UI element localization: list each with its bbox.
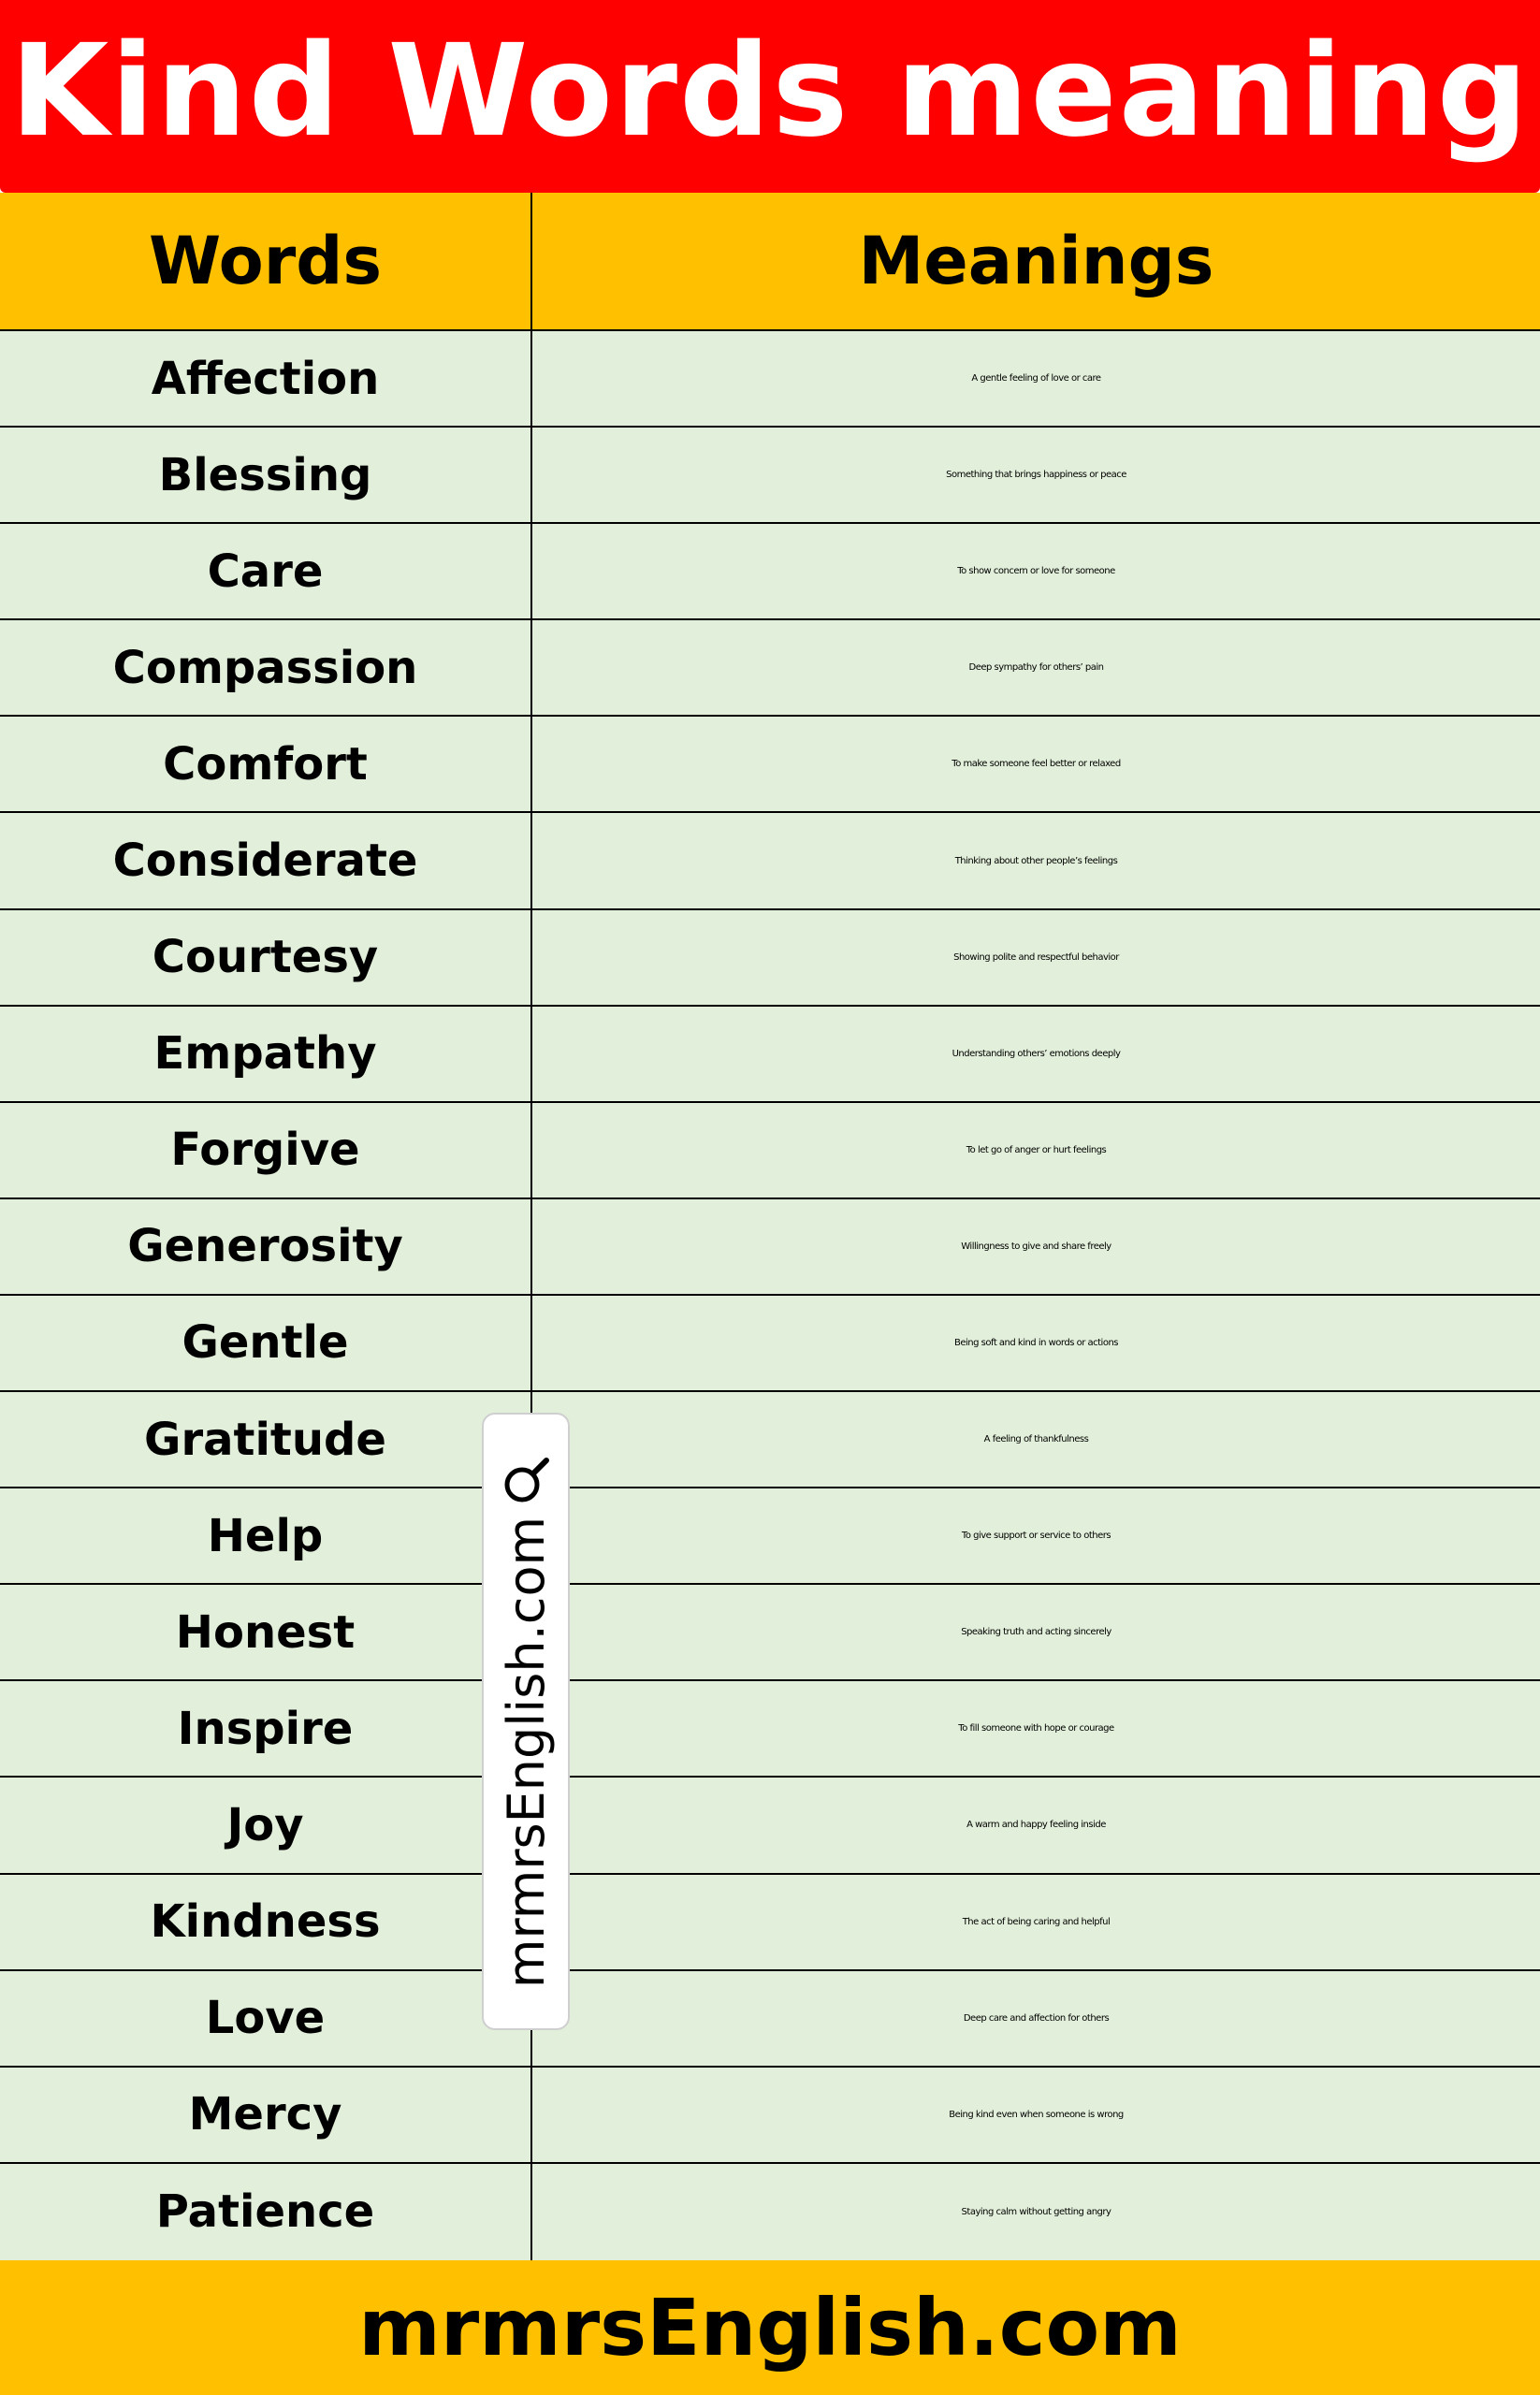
meaning-cell: Willingness to give and share freely: [961, 1241, 1111, 1252]
meaning-cell: To fill someone with hope or courage: [958, 1723, 1114, 1735]
table-row: [0, 1971, 1540, 2068]
table-row: [0, 1392, 1540, 1488]
word-cell: Generosity: [0, 1199, 532, 1294]
meaning-cell: Understanding others’ emotions deeply: [952, 1048, 1121, 1059]
word-cell: Joy: [0, 1778, 532, 1872]
word-cell: Care: [0, 524, 532, 618]
watermark-text: mrmrsEnglish.com: [496, 1516, 556, 1989]
word-cell: Forgive: [0, 1103, 532, 1198]
meaning-cell: To show concern or love for someone: [957, 566, 1115, 577]
table-row: [0, 813, 1540, 909]
meaning-cell: To let go of anger or hurt feelings: [966, 1144, 1107, 1155]
meaning-cell: Being soft and kind in words or actions: [953, 1337, 1119, 1348]
title-banner: [0, 0, 1540, 193]
table-row: [0, 717, 1540, 813]
meaning-cell: A feeling of thankfulness: [983, 1434, 1089, 1445]
table-row: [0, 331, 1540, 428]
table-row: [0, 524, 1540, 620]
word-cell: Patience: [0, 2164, 532, 2260]
meaning-cell: Deep sympathy for others’ pain: [968, 662, 1104, 674]
footer-site-name: mrmrsEnglish.com: [358, 2282, 1182, 2373]
meaning-cell: Being kind even when someone is wrong: [949, 2109, 1124, 2120]
word-cell: Inspire: [0, 1681, 532, 1776]
page-title: Kind Words meaning: [9, 18, 1531, 166]
watermark-badge: [482, 1413, 570, 2030]
meaning-cell: Something that brings happiness or peace: [946, 470, 1126, 481]
header-words: Words: [0, 193, 532, 329]
word-cell: Empathy: [0, 1007, 532, 1101]
word-cell: Mercy: [0, 2068, 532, 2162]
table-row: [0, 1585, 1540, 1681]
meaning-cell: To give support or service to others: [961, 1531, 1111, 1542]
word-cell: Blessing: [0, 428, 532, 522]
table-row: [0, 1296, 1540, 1392]
word-cell: Help: [0, 1488, 532, 1583]
word-cell: Gentle: [0, 1296, 532, 1390]
meaning-cell: To make someone feel better or relaxed: [952, 759, 1121, 770]
word-cell: Considerate: [0, 813, 532, 907]
meaning-cell: Thinking about other people’s feelings: [954, 855, 1118, 866]
word-cell: Courtesy: [0, 910, 532, 1005]
table-row: [0, 620, 1540, 717]
meaning-cell: The act of being caring and helpful: [962, 1916, 1111, 1927]
table-row: [0, 1199, 1540, 1296]
table-row: [0, 2068, 1540, 2164]
table-row: [0, 1488, 1540, 1585]
meaning-cell: Deep care and affection for others: [963, 2012, 1110, 2024]
word-cell: Honest: [0, 1585, 532, 1679]
magnifier-icon: [500, 1455, 552, 1507]
table-row: [0, 1778, 1540, 1874]
table-header-row: [0, 193, 1540, 331]
words-table: [0, 193, 1540, 2260]
header-meanings: Meanings: [858, 223, 1214, 299]
table-body: [0, 331, 1540, 2260]
meaning-cell: Showing polite and respectful behavior: [953, 951, 1119, 963]
table-row: [0, 1875, 1540, 1971]
table-row: [0, 2164, 1540, 2260]
word-cell: Love: [0, 1971, 532, 2066]
table-row: [0, 428, 1540, 524]
table-row: [0, 1681, 1540, 1778]
word-cell: Kindness: [0, 1875, 532, 1969]
meaning-cell: Staying calm without getting angry: [961, 2206, 1111, 2217]
word-cell: Affection: [0, 331, 532, 426]
table-row: [0, 1007, 1540, 1103]
word-cell: Gratitude: [0, 1392, 532, 1487]
footer-banner: [0, 2260, 1540, 2395]
word-cell: Comfort: [0, 717, 532, 811]
meaning-cell: A warm and happy feeling inside: [966, 1820, 1106, 1831]
meaning-cell: Speaking truth and acting sincerely: [961, 1627, 1111, 1638]
word-cell: Compassion: [0, 620, 532, 715]
table-row: [0, 1103, 1540, 1199]
meaning-cell: A gentle feeling of love or care: [971, 373, 1101, 385]
table-row: [0, 910, 1540, 1007]
